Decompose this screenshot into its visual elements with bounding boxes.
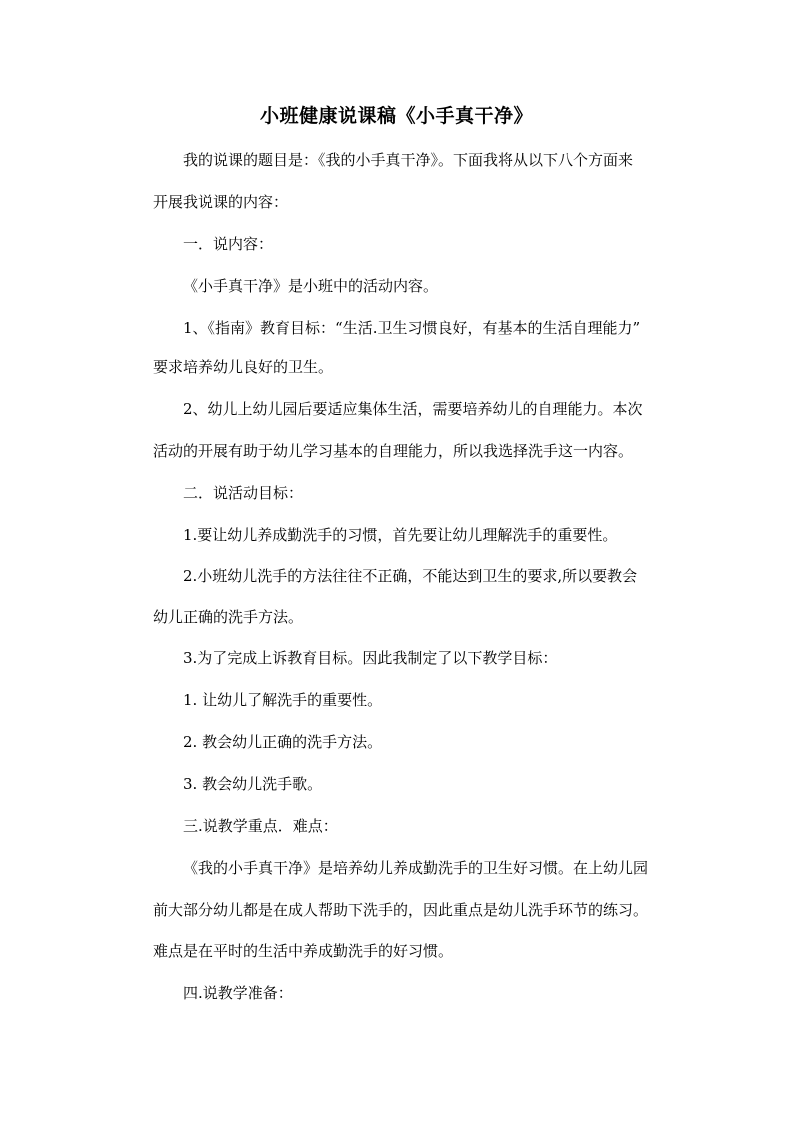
paragraph-line: 要求培养幼儿良好的卫生。 [153,358,334,376]
paragraph-line: 1.要让幼儿养成勤洗手的习惯，首先要让幼儿理解洗手的重要性。 [183,526,618,544]
list-item: 2. 教会幼儿正确的洗手方法。 [183,733,383,751]
paragraph-line: 《小手真干净》是小班中的活动内容。 [183,277,439,295]
section-heading: 一．说内容： [183,235,274,253]
section-heading: 二．说活动目标： [183,484,304,502]
paragraph-line: 2.小班幼儿洗手的方法往往不正确，不能达到卫生的要求,所以要教会 [183,567,638,585]
section-heading: 四.说教学准备： [183,984,293,1002]
paragraph-line: 我的说课的题目是：《我的小手真干净》。下面我将从以下八个方面来 [183,151,634,169]
list-item: 1. 让幼儿了解洗手的重要性。 [183,691,383,709]
paragraph-line: 开展我说课的内容： [153,193,289,211]
paragraph-line: 活动的开展有助于幼儿学习基本的自理能力，所以我选择洗手这一内容。 [153,442,634,460]
paragraph-line: 2、幼儿上幼儿园后要适应集体生活，需要培养幼儿的自理能力。本次 [183,400,643,418]
paragraph-line: 难点是在平时的生活中养成勤洗手的好习惯。 [153,942,454,960]
section-heading: 三.说教学重点．难点： [183,817,338,835]
document-title: 小班健康说课稿《小手真干净》 [259,105,533,127]
paragraph-line: 1、《指南》教育目标：“生活.卫生习惯良好，有基本的生活自理能力” [183,319,641,337]
list-item: 3. 教会幼儿洗手歌。 [183,775,323,793]
paragraph-line: 前大部分幼儿都是在成人帮助下洗手的，因此重点是幼儿洗手环节的练习。 [153,901,649,919]
paragraph-line: 幼儿正确的洗手方法。 [153,608,304,626]
paragraph-line: 3.为了完成上诉教育目标。因此我制定了以下教学目标： [183,649,558,667]
paragraph-line: 《我的小手真干净》是培养幼儿养成勤洗手的卫生好习惯。在上幼儿园 [183,859,649,877]
